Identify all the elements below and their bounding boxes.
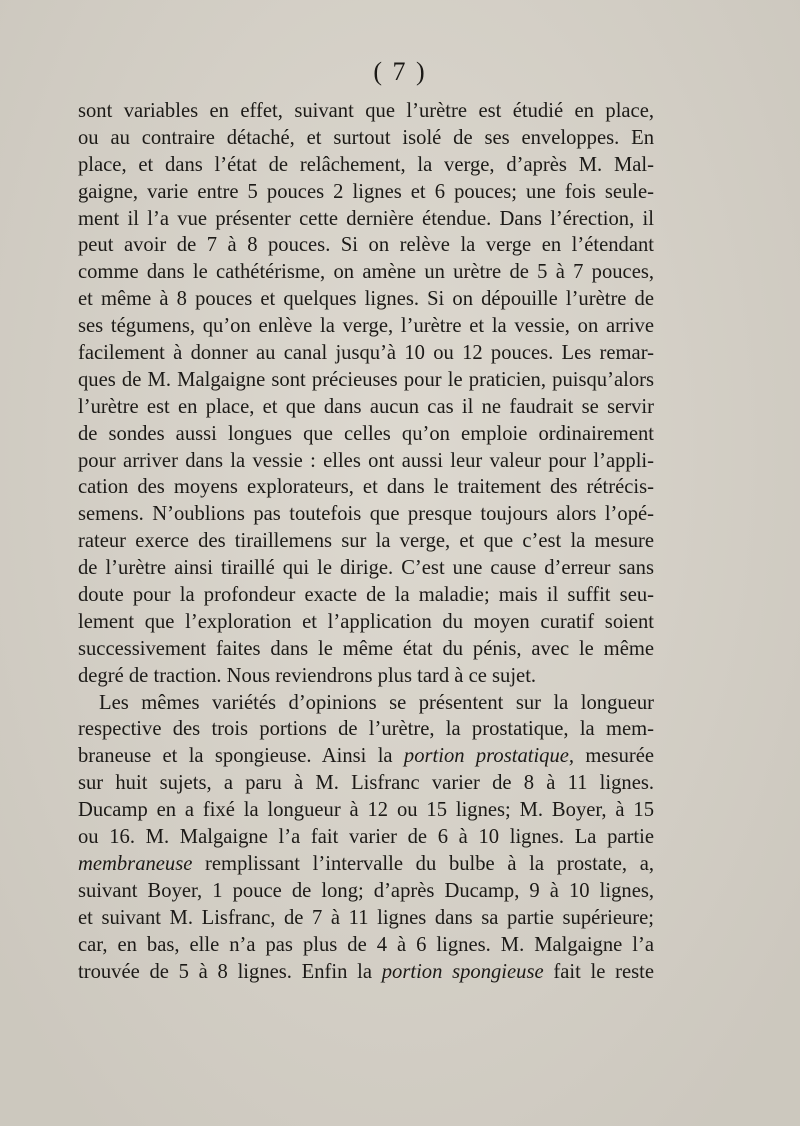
text-run: car, en bas, elle n’a pas plus de 4 à 6 lignes. M. Malgaigne l’a bbox=[78, 933, 654, 956]
text-run: mesurée bbox=[574, 745, 655, 768]
text-line bbox=[78, 125, 654, 152]
text-run: de sondes aussi longues que celles qu’on emploie ordinairement bbox=[78, 422, 654, 445]
text-line bbox=[78, 824, 654, 851]
text-run: ou 16. M. Malgaigne l’a fait varier de 6 à 10 lignes. La partie bbox=[78, 826, 654, 849]
italic-text: portion prostatique, bbox=[403, 745, 575, 768]
text-line bbox=[78, 98, 654, 125]
text-run: ment il l’a vue présenter cette dernière étendue. Dans l’érection, il bbox=[78, 207, 654, 230]
text-line bbox=[78, 528, 654, 555]
text-run: sont variables en effet, suivant que l’urètre est étudié en place, bbox=[78, 100, 654, 122]
text-line bbox=[78, 716, 654, 743]
text-run: remplissant l’intervalle du bulbe à la prostate, a, bbox=[192, 852, 654, 875]
text-run: semens. N’oublions pas toutefois que presque toujours alors l’opé- bbox=[78, 503, 654, 526]
text-run: comme dans le cathétérisme, on amène un urètre de 5 à 7 pouces, bbox=[78, 261, 654, 284]
body-text bbox=[78, 98, 654, 985]
text-line bbox=[78, 770, 654, 797]
text-run: rateur exerce des tiraillemens sur la verge, et que c’est la mesure bbox=[78, 530, 654, 553]
text-run: place, et dans l’état de relâchement, la verge, d’après M. Mal- bbox=[78, 153, 654, 176]
italic-text: portion spongieuse bbox=[381, 960, 544, 983]
text-run: et même à 8 pouces et quelques lignes. Si on dépouille l’urètre de bbox=[78, 288, 654, 311]
text-line bbox=[78, 421, 654, 448]
text-line bbox=[78, 313, 654, 340]
text-line bbox=[78, 340, 654, 367]
text-line bbox=[78, 501, 654, 528]
text-run: Les mêmes variétés d’opinions se présentent sur la longueur bbox=[99, 691, 654, 714]
italic-text: membraneuse bbox=[78, 852, 193, 875]
text-run: de l’urètre ainsi tiraillé qui le dirige. C’est une cause d’erreur sans bbox=[78, 557, 654, 580]
text-run: suivant Boyer, 1 pouce de long; d’après Ducamp, 9 à 10 lignes, bbox=[78, 879, 654, 902]
page-number: ( 7 ) bbox=[373, 57, 427, 86]
text-line bbox=[78, 286, 654, 313]
text-line bbox=[78, 232, 654, 259]
text-run: et suivant M. Lisfranc, de 7 à 11 lignes dans sa partie supérieure; bbox=[78, 906, 654, 929]
paragraph bbox=[78, 690, 654, 986]
text-run: braneuse et la spongieuse. Ainsi la bbox=[78, 745, 404, 768]
text-run: ques de M. Malgaigne sont précieuses pour le praticien, puisqu’alors bbox=[78, 368, 654, 391]
text-line bbox=[78, 878, 654, 905]
text-run: successivement faites dans le même état du pénis, avec le même bbox=[78, 637, 654, 660]
text-line bbox=[78, 932, 654, 959]
text-line bbox=[78, 797, 654, 824]
text-line bbox=[78, 206, 654, 233]
text-line bbox=[78, 474, 654, 501]
text-line bbox=[78, 394, 654, 421]
text-line bbox=[78, 663, 654, 690]
text-line bbox=[78, 851, 654, 878]
text-line bbox=[78, 609, 654, 636]
text-line bbox=[78, 905, 654, 932]
text-line bbox=[78, 636, 654, 663]
text-run: fait le reste bbox=[543, 960, 654, 983]
text-run: degré de traction. Nous reviendrons plus tard à ce sujet. bbox=[78, 664, 537, 687]
text-run: gaigne, varie entre 5 pouces 2 lignes et 6 pouces; une fois seule- bbox=[78, 180, 654, 203]
text-run: trouvée de 5 à 8 lignes. Enfin la bbox=[78, 960, 382, 983]
text-line bbox=[78, 367, 654, 394]
text-line bbox=[78, 152, 654, 179]
text-run: doute pour la profondeur exacte de la maladie; mais il suffit seu- bbox=[78, 584, 654, 607]
text-line bbox=[78, 448, 654, 475]
text-run: ses tégumens, qu’on enlève la verge, l’urètre et la vessie, on arrive bbox=[78, 315, 654, 338]
text-run: facilement à donner au canal jusqu’à 10 ou 12 pouces. Les remar- bbox=[78, 342, 654, 365]
text-line bbox=[78, 959, 654, 986]
text-line bbox=[78, 259, 654, 286]
text-run: l’urètre est en place, et que dans aucun cas il ne faudrait se servir bbox=[78, 395, 654, 418]
text-line bbox=[78, 743, 654, 770]
text-run: ou au contraire détaché, et surtout isolé de ses enveloppes. En bbox=[78, 126, 654, 149]
text-run: pour arriver dans la vessie : elles ont aussi leur valeur pour l’appli- bbox=[78, 449, 654, 472]
text-run: cation des moyens explorateurs, et dans le traitement des rétrécis- bbox=[78, 476, 654, 499]
text-run: sur huit sujets, a paru à M. Lisfranc varier de 8 à 11 lignes. bbox=[78, 772, 654, 795]
text-run: respective des trois portions de l’urètre, la prostatique, la mem- bbox=[78, 718, 654, 741]
text-run: lement que l’exploration et l’application du moyen curatif soient bbox=[78, 610, 654, 633]
paragraph bbox=[78, 98, 654, 690]
text-run: peut avoir de 7 à 8 pouces. Si on relève la verge en l’étendant bbox=[78, 234, 654, 257]
text-line bbox=[78, 582, 654, 609]
text-line bbox=[78, 690, 654, 717]
text-line bbox=[78, 555, 654, 582]
text-run: Ducamp en a fixé la longueur à 12 ou 15 lignes; M. Boyer, à 15 bbox=[78, 799, 654, 822]
text-line bbox=[78, 179, 654, 206]
